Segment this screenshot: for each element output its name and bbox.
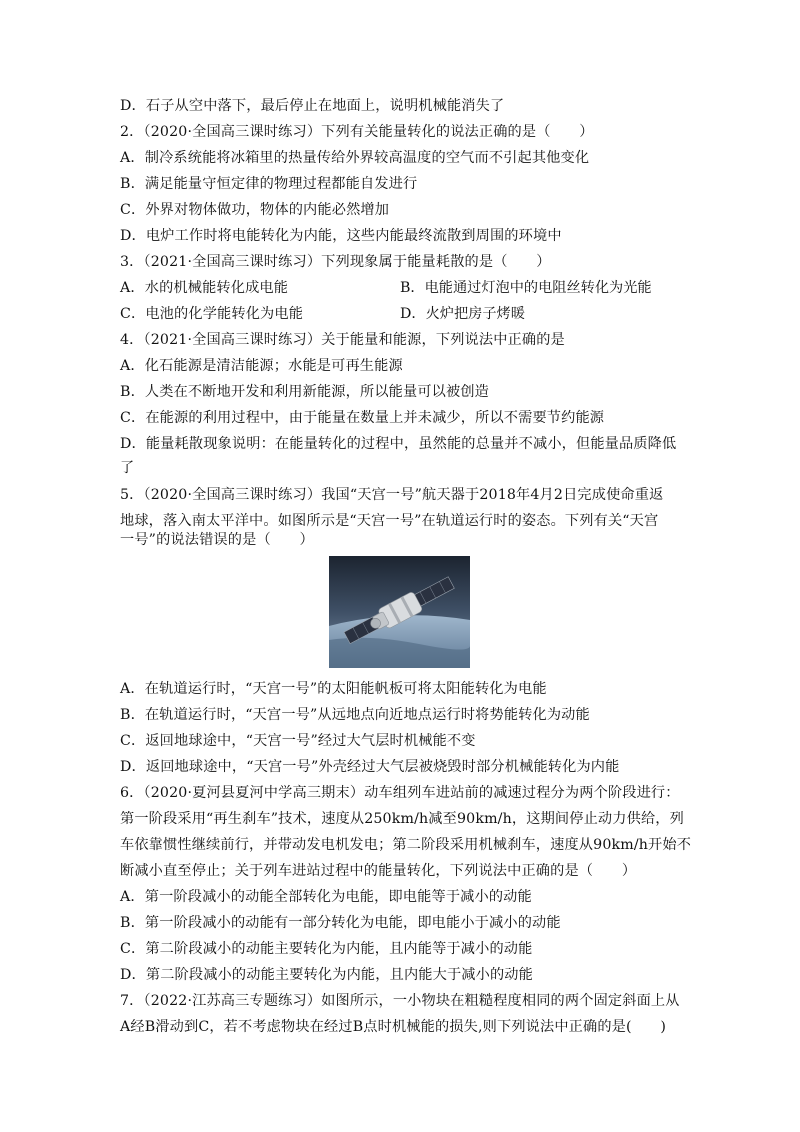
q6-option-b: B．第一阶段减小的动能有一部分转化为电能，即电能小于减小的动能 [120, 915, 561, 931]
q4-option-b: B．人类在不断地开发和利用新能源，所以能量可以被创造 [120, 384, 490, 400]
q5-option-d: D．返回地球途中，“天宫一号”外壳经过大气层被烧毁时部分机械能转化为内能 [120, 759, 620, 775]
q6-option-d: D．第二阶段减小的动能主要转化为内能，且内能大于减小的动能 [120, 967, 533, 983]
q5-stem-line3: 一号”的说法错误的是（ ） [120, 532, 314, 548]
q4-option-d-cont: 了 [120, 460, 135, 476]
q6-option-a: A．第一阶段减小的动能全部转化为电能，即电能等于减小的动能 [120, 889, 532, 905]
q6-option-c: C．第二阶段减小的动能主要转化为内能，且内能等于减小的动能 [120, 941, 533, 957]
q2-option-a: A．制冷系统能将冰箱里的热量传给外界较高温度的空气而不引起其他变化 [120, 150, 590, 166]
q4-option-c: C．在能源的利用过程中，由于能量在数量上并未减少，所以不需要节约能源 [120, 410, 605, 426]
q7-stem-line2: A经B滑动到C，若不考虑物块在经过B点时机械能的损失,则下列说法中正确的是( ) [120, 1019, 667, 1035]
q6-stem-line4: 断减小直至停止；关于列车进站过程中的能量转化，下列说法中正确的是（ ） [120, 863, 637, 879]
q5-option-b: B．在轨道运行时，“天宫一号”从远地点向近地点运行时将势能转化为动能 [120, 707, 590, 723]
q5-option-c: C．返回地球途中，“天宫一号”经过大气层时机械能不变 [120, 733, 476, 749]
q6-stem-line1: 6．（2020·夏河县夏河中学高三期末）动车组列车进站前的减速过程分为两个阶段进行： [120, 785, 680, 801]
tiangong-figure [329, 556, 470, 668]
space-station-image [329, 556, 470, 668]
q3-option-d: D．火炉把房子烤暖 [400, 306, 525, 322]
q5-stem-line1: 5．（2020·全国高三课时练习）我国“天宫一号”航天器于2018年4月2日完成使命重返 [120, 487, 664, 503]
q2-stem: 2．（2020·全国高三课时练习）下列有关能量转化的说法正确的是（ ） [120, 124, 594, 140]
q2-option-d: D．电炉工作时将电能转化为内能，这些内能最终流散到周围的环境中 [120, 228, 562, 244]
q3-option-a: A．水的机械能转化成电能 [120, 280, 289, 296]
q1-option-d: D．石子从空中落下，最后停止在地面上，说明机械能消失了 [120, 98, 505, 114]
q4-option-a: A．化石能源是清洁能源；水能是可再生能源 [120, 358, 403, 374]
q4-option-d: D．能量耗散现象说明：在能量转化的过程中，虽然能的总量并不减小，但能量品质降低 [120, 436, 677, 452]
q2-option-c: C．外界对物体做功，物体的内能必然增加 [120, 202, 390, 218]
q7-stem-line1: 7．（2022·江苏高三专题练习）如图所示，一小物块在粗糙程度相同的两个固定斜面上从 [120, 993, 680, 1009]
q5-option-a: A．在轨道运行时，“天宫一号”的太阳能帆板可将太阳能转化为电能 [120, 681, 547, 697]
q3-option-c: C．电池的化学能转化为电能 [120, 306, 304, 322]
q6-stem-line3: 车依靠惯性继续前行，并带动发电机发电；第二阶段采用机械刹车，速度从90km/h开始不 [120, 837, 692, 853]
q2-option-b: B．满足能量守恒定律的物理过程都能自发进行 [120, 176, 418, 192]
q3-option-b: B．电能通过灯泡中的电阻丝转化为光能 [400, 280, 652, 296]
q4-stem: 4．（2021·全国高三课时练习）关于能量和能源，下列说法中正确的是 [120, 332, 565, 348]
q6-stem-line2: 第一阶段采用“再生刹车”技术，速度从250km/h减至90km/h，这期间停止动力供给，列 [120, 811, 684, 827]
q3-stem: 3．（2021·全国高三课时练习）下列现象属于能量耗散的是（ ） [120, 254, 551, 270]
q5-stem-line2: 地球，落入南太平洋中。如图所示是“天宫一号”在轨道运行时的姿态。下列有关“天宫 [120, 513, 659, 529]
